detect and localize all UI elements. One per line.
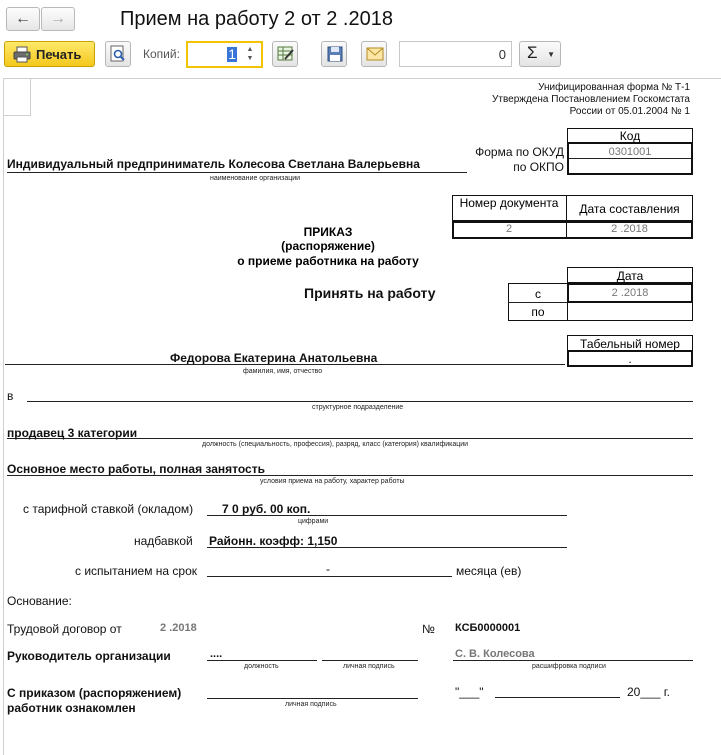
spin-up-icon[interactable]: ▲ — [246, 46, 254, 53]
copies-input[interactable] — [186, 41, 263, 68]
ack-signature-line — [207, 698, 418, 699]
sum-value: 0 — [498, 47, 506, 62]
code-header: Код — [619, 129, 641, 143]
conditions-text: Основное место работы, полная занятость — [7, 462, 265, 476]
arrow-right-icon: → — [50, 10, 66, 27]
contract-label: Трудовой договор от — [7, 622, 122, 636]
rate-label: с тарифной ставкой (окладом) — [23, 502, 194, 516]
rate-value: 7 0 руб. 00 коп. — [222, 502, 311, 516]
approved-date: России от 05.01.2004 № 1 — [569, 106, 690, 117]
forward-button[interactable] — [41, 7, 75, 31]
okpo-label: по ОКПО — [513, 160, 564, 174]
conditions-line — [7, 475, 693, 476]
doc-number-value: 2 — [505, 223, 513, 235]
date-header-cell — [567, 267, 693, 283]
head-name-line — [453, 660, 693, 661]
print-label: Печать — [36, 47, 82, 62]
ack-label-line2: работник ознакомлен — [7, 701, 136, 715]
tab-num-header-cell — [567, 335, 693, 351]
okud-value: 0301001 — [608, 146, 652, 158]
bonus-label: надбавкой — [134, 534, 193, 548]
printer-icon — [13, 46, 31, 63]
ack-caption: личная подпись — [285, 701, 337, 708]
arrow-left-icon: ← — [15, 10, 31, 27]
floppy-disk-icon — [327, 46, 343, 62]
bonus-line — [207, 547, 567, 548]
employee-line — [5, 364, 565, 365]
doc-number-header: Номер документа — [459, 196, 559, 210]
rate-line — [207, 515, 567, 516]
tab-num-header: Табельный номер — [580, 337, 680, 351]
head-name: С. В. Колесова — [455, 648, 535, 660]
code-divider — [569, 158, 691, 159]
order-subtitle: (распоряжение) — [281, 239, 375, 253]
copies-label: Копий: — [143, 47, 180, 61]
print-button[interactable] — [4, 41, 95, 67]
head-position-caption: должность — [244, 663, 279, 670]
from-date-cell — [567, 283, 693, 303]
code-header-cell — [567, 128, 693, 143]
rate-caption: цифрами — [298, 518, 329, 525]
order-description: о приеме работника на работу — [237, 254, 419, 268]
from-label: с — [535, 287, 541, 301]
contract-no-label: № — [422, 622, 435, 636]
magnifier-page-icon — [110, 45, 127, 63]
tab-num-cell — [567, 350, 693, 367]
contract-date: 2 .2018 — [160, 622, 197, 634]
order-title: ПРИКАЗ — [303, 225, 353, 239]
from-date-value: 2 .2018 — [611, 287, 649, 299]
window-title: Прием на работу 2 от 2 .2018 — [120, 8, 393, 30]
edit-button[interactable] — [272, 41, 298, 67]
probation-suffix: месяца (ев) — [456, 564, 522, 578]
sigma-icon: Σ — [527, 43, 538, 62]
head-position-line — [207, 660, 317, 661]
dept-caption: структурное подразделение — [312, 404, 404, 411]
conditions-caption: условия приема на работу, характер работы — [260, 478, 405, 485]
ack-year: 20___ г. — [627, 685, 670, 699]
hire-label: Принять на работу — [304, 285, 436, 301]
head-decoding-caption: расшифровка подписи — [532, 663, 606, 670]
organization-caption: наименование организации — [210, 175, 301, 182]
ack-month-line — [495, 697, 620, 698]
back-button[interactable] — [6, 7, 40, 31]
ack-label-line1: С приказом (распоряжением) — [7, 686, 182, 700]
probation-label: с испытанием на срок — [75, 564, 198, 578]
probation-dash: - — [326, 562, 330, 576]
position-name: продавец 3 категории — [7, 426, 138, 440]
table-edit-icon — [277, 45, 295, 63]
to-date-cell — [567, 302, 693, 321]
organization-name: Индивидуальный предприниматель Колесова Светлана Валерьевна — [7, 157, 420, 171]
unified-form: Унифицированная форма № Т-1 — [538, 82, 690, 93]
bonus-value: Районн. коэфф: 1,150 — [209, 534, 338, 548]
spin-down-icon[interactable]: ▼ — [246, 55, 254, 62]
preview-button[interactable] — [105, 41, 131, 67]
tab-num-value: . — [628, 352, 632, 366]
okud-label: Форма по ОКУД — [475, 145, 564, 159]
save-button[interactable] — [321, 41, 347, 67]
ack-day: "___" — [455, 685, 484, 699]
employee-name: Федорова Екатерина Анатольевна — [170, 351, 378, 365]
position-line — [7, 438, 693, 439]
basis-label: Основание: — [7, 594, 72, 608]
head-label: Руководитель организации — [7, 649, 171, 663]
position-caption: должность (специальность, профессия), разряд, класс (категория) квалификации — [202, 441, 469, 448]
email-button[interactable] — [361, 41, 387, 67]
organization-line — [7, 172, 467, 173]
copies-spinner[interactable] — [241, 45, 259, 64]
head-position: .... — [210, 648, 223, 660]
sum-button[interactable] — [519, 41, 561, 67]
doc-date-header: Дата составления — [579, 202, 680, 216]
employee-caption: фамилия, имя, отчество — [243, 368, 323, 375]
sheet-corner — [3, 78, 31, 116]
doc-date-value: 2 .2018 — [611, 223, 648, 235]
approved-by: Утверждена Постановлением Госкомстата — [492, 94, 690, 105]
chevron-down-icon: ▼ — [547, 50, 555, 59]
head-signature-line — [322, 660, 418, 661]
dept-prefix: в — [7, 389, 14, 403]
copies-value: 1 — [228, 46, 236, 62]
contract-number: КСБ0000001 — [455, 622, 521, 634]
sum-value-field[interactable] — [399, 41, 512, 67]
period-divider — [508, 302, 568, 303]
head-signature-caption: личная подпись — [343, 663, 395, 670]
date-header: Дата — [616, 269, 644, 283]
dept-line — [27, 401, 693, 402]
probation-line — [207, 576, 452, 577]
to-label: по — [531, 305, 545, 319]
envelope-icon — [366, 47, 384, 61]
